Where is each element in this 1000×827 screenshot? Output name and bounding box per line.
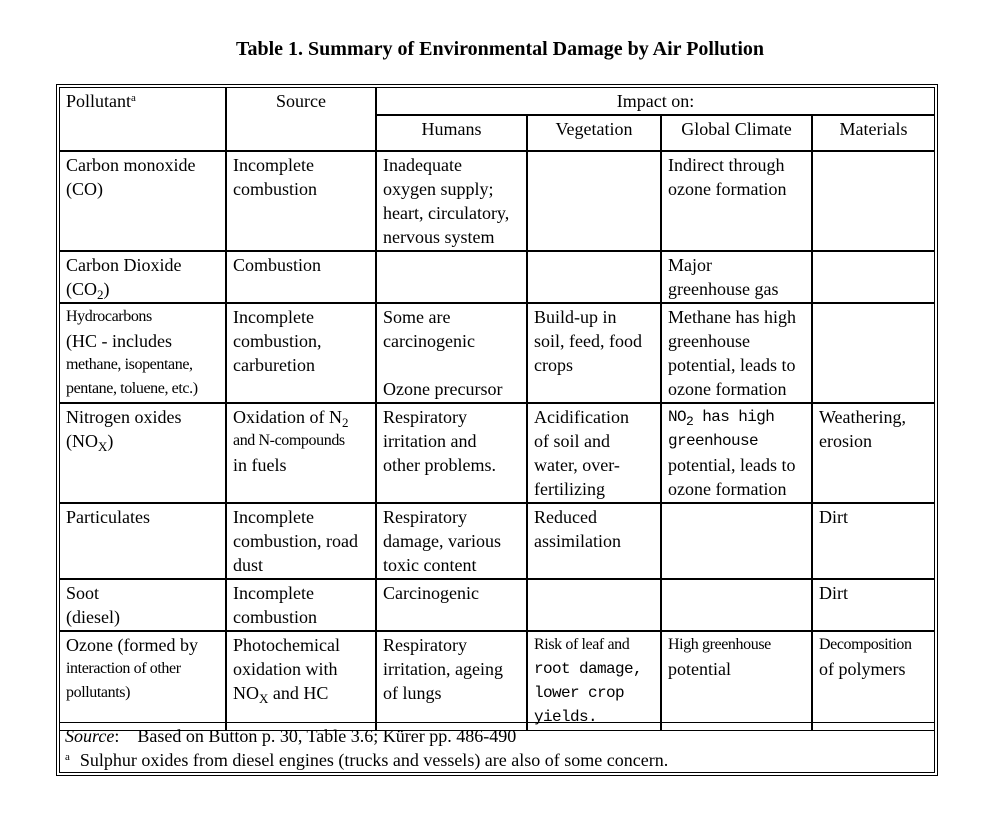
cell-materials: Weathering, erosion: [812, 403, 935, 503]
cell-pollutant: Soot (diesel): [59, 579, 226, 631]
cell-climate: Indirect through ozone formation: [661, 151, 812, 251]
cell-climate: High greenhouse potential: [661, 631, 812, 731]
cell-vegetation: [527, 151, 661, 251]
header-materials: Materials: [812, 115, 935, 151]
cell-pollutant: Carbon Dioxide $(CO_2)$: [59, 251, 226, 303]
table-row: [59, 403, 935, 503]
cell-pollutant: Hydrocarbons (HC - includes methane, isopentane, pentane, toluene, etc.): [59, 303, 226, 403]
cell-vegetation: [527, 579, 661, 631]
header-humans: Humans: [376, 115, 527, 151]
cell-pollutant: Nitrogen oxides $(NO_X)$: [59, 403, 226, 503]
footnote-a: $^a$ Sulphur oxides from diesel engines (trucks and vessels) are also of some concern.: [65, 750, 669, 770]
cell-humans: Respiratory damage, various toxic content: [376, 503, 527, 579]
cell-humans: Some are carcinogenic Ozone precursor: [376, 303, 527, 403]
header-impact-on: Impact on:: [376, 87, 935, 115]
header-pollutant: Pollutant$^a$: [59, 87, 226, 151]
cell-source: Combustion: [226, 251, 376, 303]
table-row: [59, 303, 935, 403]
cell-source: Incomplete combustion: [226, 151, 376, 251]
cell-pollutant: Carbon monoxide (CO): [59, 151, 226, 251]
header-vegetation: Vegetation: [527, 115, 661, 151]
header-source: Source: [226, 87, 376, 151]
table-row: [59, 151, 935, 251]
cell-humans: Respiratory irritation and other problems.: [376, 403, 527, 503]
cell-pollutant: Ozone (formed by interaction of other pollutants): [59, 631, 226, 731]
cell-source: Incomplete combustion, road dust: [226, 503, 376, 579]
table-row: [59, 631, 935, 731]
cell-humans: Inadequate oxygen supply; heart, circulatory, nervous system: [376, 151, 527, 251]
source-note: Source: Based on Button p. 30, Table 3.6; Kürer pp. 486-490: [65, 726, 517, 746]
cell-vegetation: Acidification of soil and water, over- fertilizing: [527, 403, 661, 503]
cell-vegetation: Reduced assimilation: [527, 503, 661, 579]
table-row: [59, 251, 935, 303]
cell-climate: [661, 503, 812, 579]
cell-climate: Major greenhouse gas: [661, 251, 812, 303]
cell-humans: Carcinogenic: [376, 579, 527, 631]
cell-source: Incomplete combustion: [226, 579, 376, 631]
cell-materials: Dirt: [812, 579, 935, 631]
cell-materials: [812, 303, 935, 403]
cell-source: Incomplete combustion, carburetion: [226, 303, 376, 403]
pollution-table: [59, 87, 935, 731]
cell-climate: Methane has high greenhouse potential, leads to ozone formation: [661, 303, 812, 403]
cell-vegetation: Risk of leaf and root damage, lower crop yields.: [527, 631, 661, 731]
cell-vegetation: [527, 251, 661, 303]
table-title: Table 1. Summary of Environmental Damage by Air Pollution: [235, 38, 764, 60]
cell-vegetation: Build-up in soil, feed, food crops: [527, 303, 661, 403]
cell-materials: [812, 151, 935, 251]
table-row: [59, 503, 935, 579]
cell-materials: [812, 251, 935, 303]
cell-source: Photochemical oxidation with $NO_X$ and HC: [226, 631, 376, 731]
cell-climate: [661, 579, 812, 631]
cell-humans: Respiratory irritation, ageing of lungs: [376, 631, 527, 731]
cell-materials: Dirt: [812, 503, 935, 579]
table-footnote: [59, 722, 935, 773]
cell-source: Oxidation of $N_2$ and N-compounds in fuels: [226, 403, 376, 503]
table-row: [59, 579, 935, 631]
cell-climate: $NO_2$ has high greenhouse potential, leads to ozone formation: [661, 403, 812, 503]
cell-humans: [376, 251, 527, 303]
cell-pollutant: Particulates: [59, 503, 226, 579]
cell-materials: Decomposition of polymers: [812, 631, 935, 731]
header-global-climate: Global Climate: [661, 115, 812, 151]
